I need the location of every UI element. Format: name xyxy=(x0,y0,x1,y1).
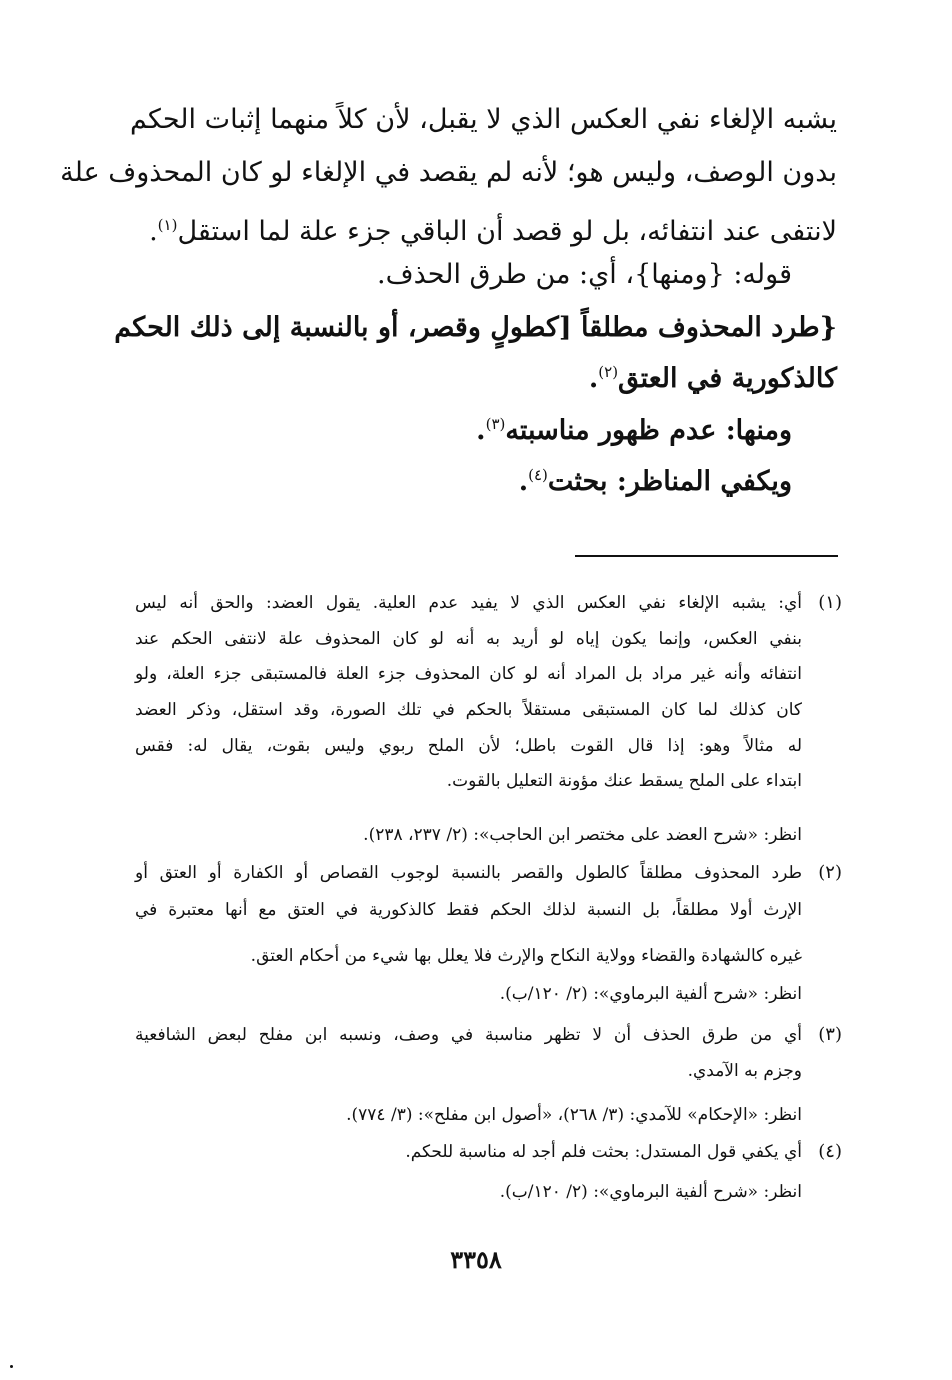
period: . xyxy=(588,363,599,394)
footnote-line: أي من طرق الحذف أن لا تظهر مناسبة في وصف، ونسبه ابن مفلح لبعض الشافعية xyxy=(135,1025,802,1045)
footnote-line: الإرث أولا مطلقاً، بل النسبة لذلك الحكم فقط كالذكورية في العتق مع أنها معتبرة في xyxy=(135,900,802,920)
period: . xyxy=(149,216,158,247)
scan-speck xyxy=(10,1365,13,1368)
page-number: ٣٣٥٨ xyxy=(450,1245,502,1274)
footnote-line: انتفائه وأنه غير مراد بل المراد أنه لو كان المحذوف جزء العلة فالمستبقى جزء العلة، ولو xyxy=(135,664,802,684)
footnote-line: غيره كالشهادة والقضاء وولاية النكاح والإرث فلا يعلل بها شيء من أحكام العتق. xyxy=(250,946,802,966)
footnote-line: انظر: «الإحكام» للآمدي: (٣/ ٢٦٨)، «أصول ابن مفلح»: (٣/ ٧٧٤). xyxy=(346,1105,802,1125)
footnote-line: وجزم به الآمدي. xyxy=(687,1061,802,1081)
main-text-span: ومنها: عدم ظهور مناسبته xyxy=(505,415,792,446)
main-text-line-bold xyxy=(589,352,837,399)
main-text-line-bold xyxy=(519,455,792,502)
footnote-line: كان كذلك لما كان المستبقى مستقلاً بالحكم في تلك الصورة، وقد استقل، وذكر العضد xyxy=(135,700,802,720)
footnote-ref: (١) xyxy=(157,216,178,234)
footnote-line: انظر: «شرح ألفية البرماوي»: (٢/ ١٢٠/ب). xyxy=(499,1182,802,1202)
footnote-line: طرد المحذوف مطلقاً كالطول والقصر بالنسبة لوجوب القصاص أو الكفارة أو العتق أو xyxy=(135,863,802,883)
main-text-span: ويكفي المناظر: بحثت xyxy=(547,466,792,497)
main-text-line: بدون الوصف، وليس هو؛ لأنه لم يقصد في الإلغاء لو كان المحذوف علة xyxy=(60,157,837,188)
footnote-ref: (٢) xyxy=(598,363,619,381)
footnote-line: بنفي العكس، وإنما يكون إياه لو أريد به أنه لو كان المحذوف علة لانتفى الحكم عند xyxy=(135,629,802,649)
period: . xyxy=(476,415,486,446)
footnote-line: أي: يشبه الإلغاء نفي العكس الذي لا يفيد عدم العلية. يقول العضد: والحق أنه ليس xyxy=(135,593,802,613)
footnote-number: (٢) xyxy=(818,862,842,883)
main-text-span: لانتفى عند انتفائه، بل لو قصد أن الباقي جزء علة لما استقل xyxy=(177,216,837,247)
footnote-line: ابتداء على الملح يسقط عنك مؤونة التعليل بالقوت. xyxy=(446,771,802,791)
main-text-span: كالذكورية في العتق xyxy=(618,363,837,394)
main-text-line: يشبه الإلغاء نفي العكس الذي لا يقبل، لأن كلاً منهما إثبات الحكم xyxy=(130,104,837,135)
main-text-line-bold: {طرد المحذوف مطلقاً [كطولٍ وقصر، أو بالنسبة إلى ذلك الحكم xyxy=(114,312,837,343)
main-text-line-bold xyxy=(476,404,792,451)
footnote-line: انظر: «شرح ألفية البرماوي»: (٢/ ١٢٠/ب). xyxy=(499,984,802,1004)
main-text-line: قوله: {ومنها}، أي: من طرق الحذف. xyxy=(377,259,792,290)
footnote-divider xyxy=(575,555,838,557)
footnote-line: انظر: «شرح العضد على مختصر ابن الحاجب»: (٢/ ٢٣٧، ٢٣٨). xyxy=(363,825,802,845)
footnote-number: (١) xyxy=(818,592,842,613)
footnote-ref: (٤) xyxy=(528,466,548,484)
footnote-line: أي يكفي قول المستدل: بحثت فلم أجد له مناسبة للحكم. xyxy=(405,1142,802,1162)
footnote-number: (٤) xyxy=(818,1141,842,1162)
main-text-line xyxy=(149,205,837,252)
footnote-ref: (٣) xyxy=(485,415,506,433)
footnote-line: له مثالاً وهو: إذا قال القوت باطل؛ لأن الملح ربوي وليس بقوت، يقال له: فقس xyxy=(135,736,802,756)
period: . xyxy=(518,466,529,497)
footnote-number: (٣) xyxy=(818,1024,842,1045)
